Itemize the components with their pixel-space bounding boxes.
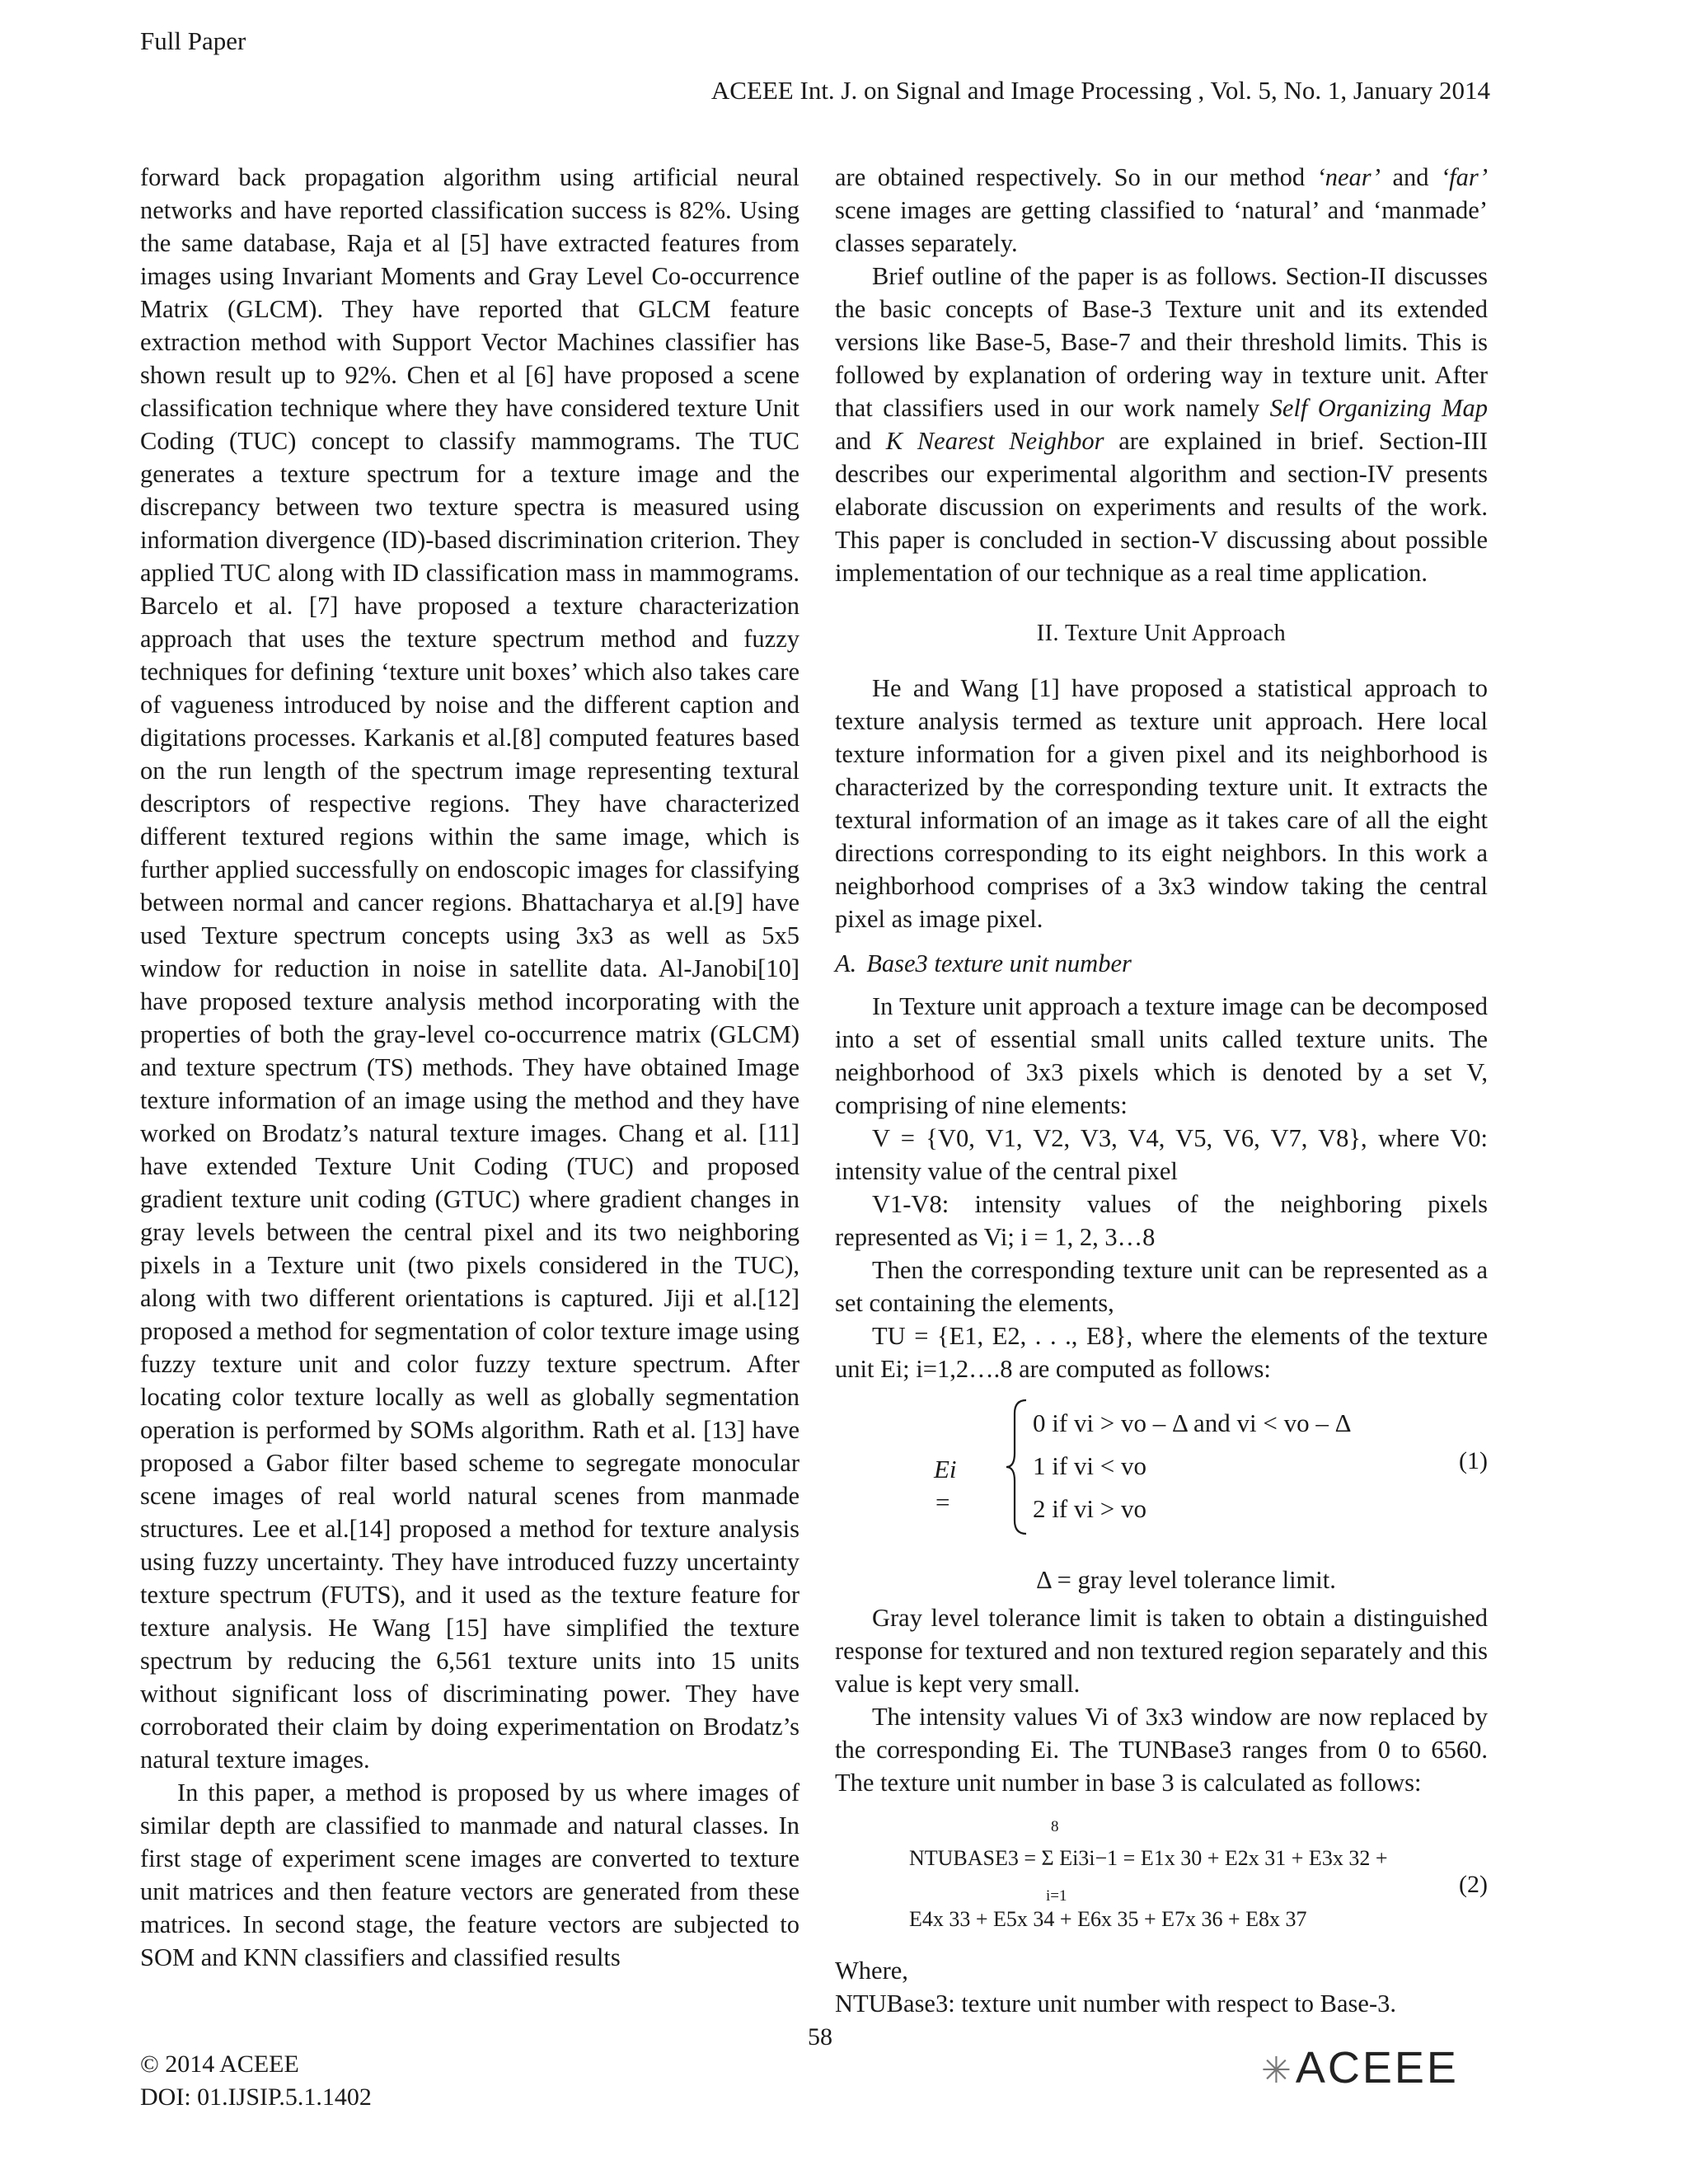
footer-info xyxy=(140,2048,372,2114)
equation-1-case-3: 2 if vi > vo xyxy=(1033,1494,1147,1523)
left-column xyxy=(140,161,799,1974)
right-paragraph-2: Brief outline of the paper is as follows. Section-II discusses the basic concepts of Base-3 Texture unit and its extended versions like Base-5, Base-7 and their threshold limits. This is followed by explanation of ordering way in texture unit. After that classifiers used in our work namely Self Organizing Map and K Nearest Neighbor are explained in brief. Section-III describes our experimental algorithm and section-IV presents elaborate discussion on experiments and results of the work. This paper is concluded in section-V discussing about possible implementation of our technique as a real time application. xyxy=(835,262,1488,587)
equation-1-lhs: Ei = xyxy=(934,1455,957,1516)
right-paragraph-7: Then the corresponding texture unit can be represented as a set containing the elements, xyxy=(835,1256,1488,1317)
copyright: © 2014 ACEEE xyxy=(140,2050,299,2078)
equation-1-case-1: 0 if vi > vo – Δ and vi < vo – Δ xyxy=(1033,1408,1352,1437)
page-number: 58 xyxy=(808,2023,832,2050)
section-heading: II. Texture Unit Approach xyxy=(1036,621,1287,646)
set-v-definition: V = {V0, V1, V2, V3, V4, V5, V6, V7, V8}, where V0: intensity value of the central pixel xyxy=(835,1124,1488,1185)
equation-1-number: (1) xyxy=(1459,1447,1488,1474)
equation-1 xyxy=(835,1394,1488,1558)
right-paragraph-10: The intensity values Vi of 3x3 window are now replaced by the corresponding Ei. The TUNBase3 ranges from 0 to 6560. The texture unit number in base 3 is calculated as follows: xyxy=(835,1703,1488,1797)
equation-2-number: (2) xyxy=(1459,1871,1488,1898)
right-column xyxy=(835,161,1488,2020)
star-icon: ✳ xyxy=(1261,2050,1294,2091)
right-paragraph-9: Gray level tolerance limit is taken to obtain a distinguished response for textured and non textured region separately and this value is kept very small. xyxy=(835,1604,1488,1698)
right-paragraph-3: He and Wang [1] have proposed a statistical approach to texture analysis termed as texture unit approach. Here local texture information for a given pixel and its neighborhood is characterized by the corresponding texture unit. It extracts the textural information of an image as it takes care of all the eight directions corresponding to its eight neighbors. In this work a neighborhood comprises of a 3x3 window taking the central pixel as image pixel. xyxy=(835,674,1488,933)
equation-2 xyxy=(835,1811,1488,1951)
tu-definition: TU = {E1, E2, . . ., E8}, where the elements of the texture unit Ei; i=1,2….8 are computed as follows: xyxy=(835,1322,1488,1383)
right-paragraph-4: In Texture unit approach a texture image can be decomposed into a set of essential small units called texture units. The neighborhood of 3x3 pixels which is denoted by a set V, comprising of nine elements: xyxy=(835,992,1488,1119)
ntubase3-definition: NTUBase3: texture unit number with respect to Base-3. xyxy=(835,1990,1396,2018)
sum-lower-limit: i=1 xyxy=(1046,1887,1067,1905)
sum-upper-limit: 8 xyxy=(1051,1818,1059,1835)
equation-2-line-2: E4x 33 + E5x 34 + E6x 35 + E7x 36 + E8x 37 xyxy=(909,1907,1307,1931)
logo-text: ACEEE xyxy=(1295,2043,1459,2093)
journal-header: ACEEE Int. J. on Signal and Image Processing , Vol. 5, No. 1, January 2014 xyxy=(710,76,1490,105)
neighbor-definition: V1-V8: intensity values of the neighboring pixels represented as Vi; i = 1, 2, 3…8 xyxy=(835,1190,1488,1251)
right-paragraph-1: are obtained respectively. So in our method ‘near’ and ‘far’ scene images are getting classified to ‘natural’ and ‘manmade’ classes separately. xyxy=(835,163,1488,257)
equation-2-line-1: NTUBASE3 = Σ Ei3i−1 = E1x 30 + E2x 31 + E3x 32 + xyxy=(909,1846,1388,1870)
doi: DOI: 01.IJSIP.5.1.1402 xyxy=(140,2083,372,2111)
aceee-logo xyxy=(1261,2042,1459,2093)
equation-1-case-2: 1 if vi < vo xyxy=(1033,1451,1147,1480)
left-paragraph-2: In this paper, a method is proposed by us where images of similar depth are classified to manmade and natural classes. In first stage of experiment scene images are converted to texture unit matrices and then feature vectors are generated from these matrices. In second stage, the feature vectors are subjected to SOM and KNN classifiers and classified results xyxy=(140,1779,799,1971)
where-label: Where, xyxy=(835,1957,908,1985)
left-brace-icon xyxy=(1005,1397,1029,1537)
subsection-heading: A. Base3 texture unit number xyxy=(835,949,1132,977)
left-paragraph-1: forward back propagation algorithm using artificial neural networks and have reported classification success is 82%. Using the same database, Raja et al [5] have extracted features from images using Invariant Moments and Gray Level Co-occurrence Matrix (GLCM). They have reported that GLCM feature extraction method with Support Vector Machines classifier has shown result up to 92%. Chen et al [6] have proposed a scene classification technique where they have considered texture Unit Coding (TUC) concept to classify mammograms. The TUC generates a texture spectrum for a texture image and the discrepancy between two texture spectra is measured using information divergence (ID)-based discrimination criterion. They applied TUC along with ID classification mass in mammograms. Barcelo et al. [7] have proposed a texture characterization approach that uses the texture spectrum method and fuzzy techniques for defining ‘texture unit boxes’ which also takes care of vagueness introduced by noise and the different caption and digitations processes. Karkanis et al.[8] computed features based on the run length of the spectrum image representing textural descriptors of respective regions. They have characterized different textured regions within the same image, which is further applied successfully on endoscopic images for classifying between normal and cancer regions. Bhattacharya et al.[9] have used Texture spectrum concepts using 3x3 as well as 5x5 window for reduction in noise in satellite data. Al-Janobi[10] have proposed texture analysis method incorporating with the properties of both the gray-level co-occurrence matrix (GLCM) and texture spectrum (TS) methods. They have obtained Image texture information of an image using the method and they have worked on Brodatz’s natural texture images. Chang et al. [11] have extended Texture Unit Coding (TUC) and proposed gradient texture unit coding (GTUC) where gradient changes in gray levels between the central pixel and its two neighboring pixels in a Texture unit (two pixels considered in the TUC), along with two different orientations is captured. Jiji et al.[12] proposed a method for segmentation of color texture image using fuzzy texture unit and color fuzzy texture spectrum. After locating color texture locally as well as globally segmentation operation is performed by SOMs algorithm. Rath et al. [13] have proposed a Gabor filter based scheme to segregate monocular scene images of real world natural scenes from manmade structures. Lee et al.[14] proposed a method for texture analysis using fuzzy uncertainty. They have introduced fuzzy uncertainty texture spectrum (FUTS), and it used as the texture feature for texture analysis. He Wang [15] have simplified the texture spectrum by reducing the 6,561 texture units into 15 units without significant loss of discriminating power. They have corroborated their claim by doing experimentation on Brodatz’s natural texture images. xyxy=(140,163,799,1774)
header-label: Full Paper xyxy=(140,26,246,55)
delta-definition: Δ = gray level tolerance limit. xyxy=(1036,1566,1336,1594)
